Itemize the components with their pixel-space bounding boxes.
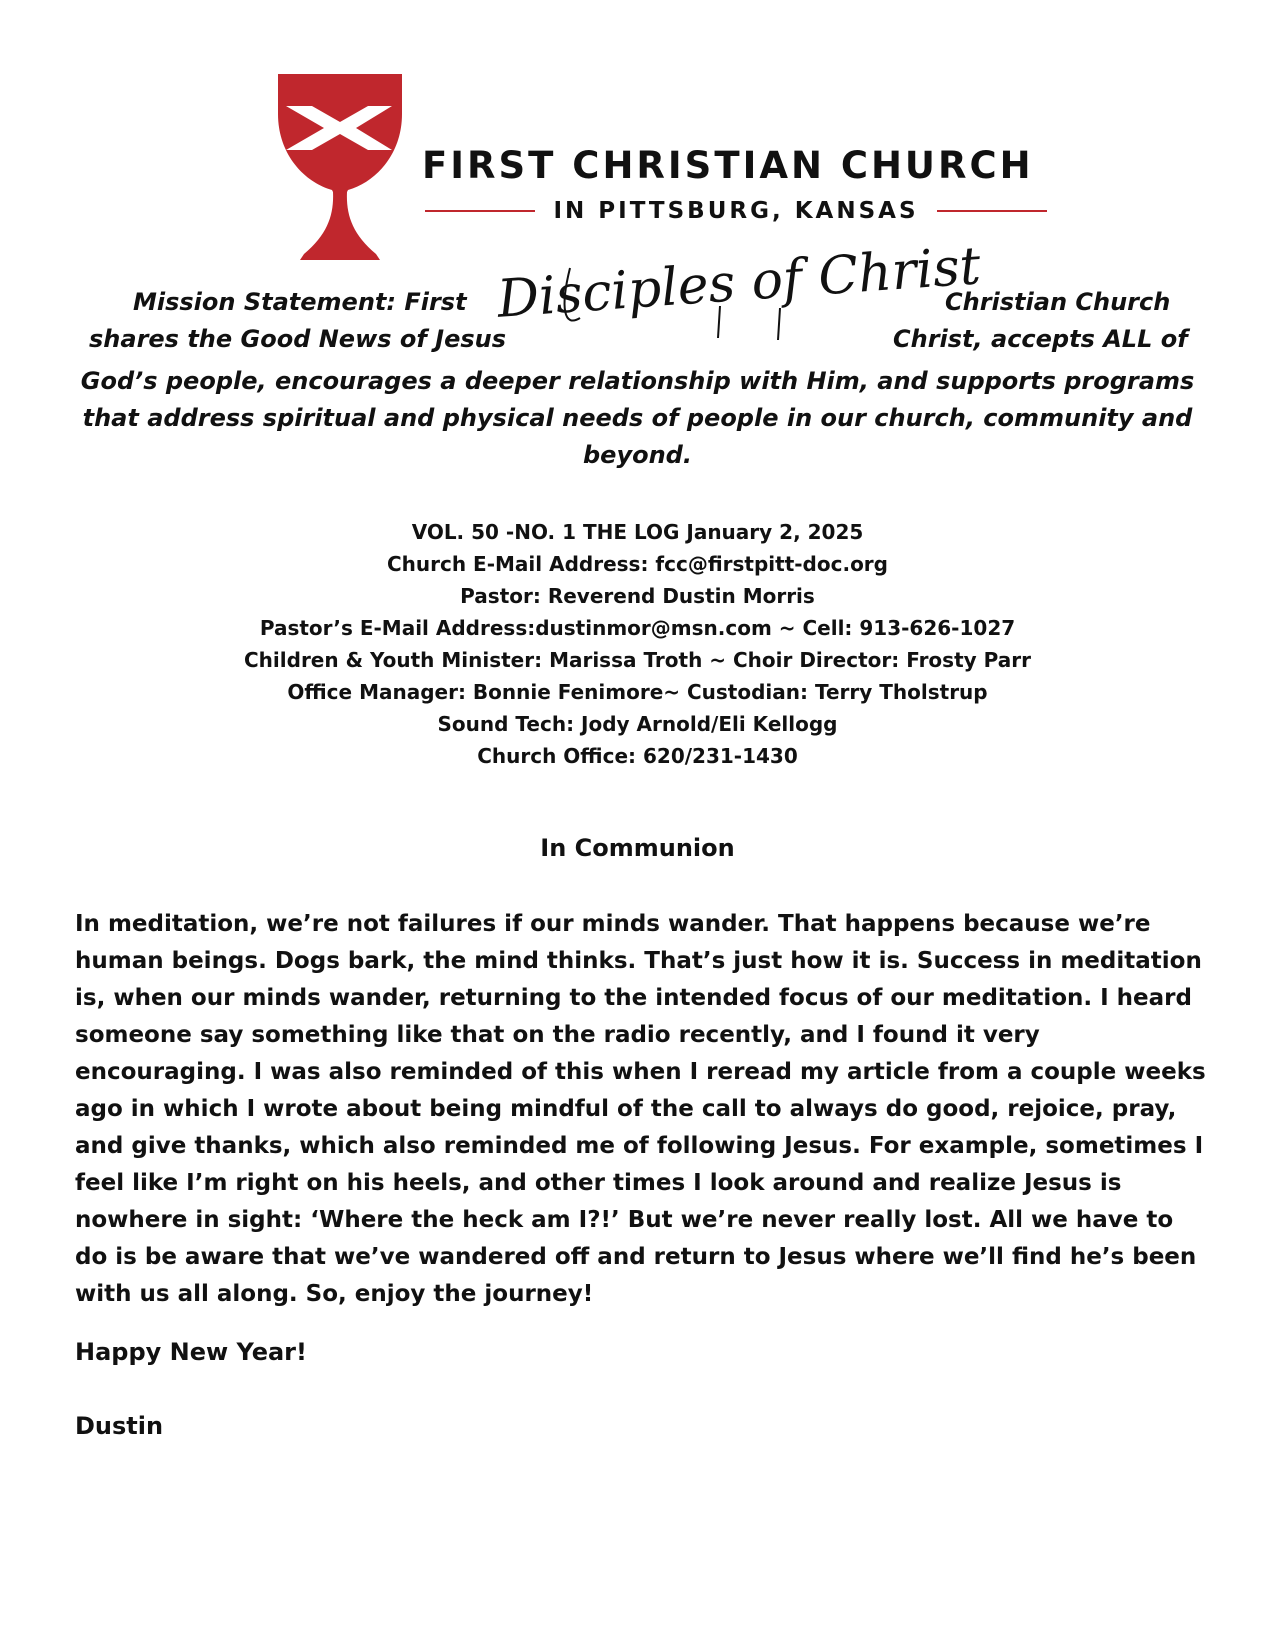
mission-line2-right: Christ, accepts ALL of: [893, 325, 1188, 353]
mission-line1-right: Christian Church: [945, 288, 1171, 316]
divider-right: [937, 210, 1047, 212]
masthead: [100, 516, 1175, 772]
chalice-logo: [276, 74, 404, 264]
pastor-contact: Pastor’s E-Mail Address:dustinmor@msn.com ~ Cell: 913-626-1027: [259, 616, 1016, 640]
signature: Dustin: [75, 1412, 164, 1440]
mission-statement-rest: God’s people, encourages a deeper relationship with Him, and supports programs that address spiritual and physical needs of people in our church, community and beyond.: [80, 367, 1195, 469]
divider-left: [425, 210, 535, 212]
mission-line1-left: Mission Statement: First: [133, 288, 467, 316]
mission-line2-left: shares the Good News of Jesus: [89, 325, 507, 353]
sound-tech-line: Sound Tech: Jody Arnold/Eli Kellogg: [437, 712, 838, 736]
church-email: Church E-Mail Address: fcc@firstpitt-doc.org: [386, 552, 888, 576]
wordmark-text: Disciples of Christ: [495, 236, 983, 330]
office-phone: Church Office: 620/231-1430: [477, 744, 798, 768]
disciples-of-christ-wordmark: [495, 228, 983, 348]
greeting: Happy New Year!: [75, 1338, 307, 1366]
issue-line: VOL. 50 -NO. 1 THE LOG January 2, 2025: [411, 520, 864, 544]
church-name: FIRST CHRISTIAN CHURCH: [422, 144, 1034, 187]
church-location-row: [425, 196, 1047, 226]
ministers-line: Children & Youth Minister: Marissa Troth ~ Choir Director: Frosty Parr: [244, 648, 1031, 672]
article-title: In Communion: [540, 834, 735, 862]
church-location: IN PITTSBURG, KANSAS: [553, 198, 919, 224]
article-body: In meditation, we’re not failures if our minds wander. That happens because we’re human beings. Dogs bark, the mind thinks. That’s just how it is. Success in meditation is, when our minds wander, returning to the intended focus of our meditation. I heard someone say something like that on the radio recently, and I found it very encouraging. I was also reminded of this when I reread my article from a couple weeks ago in which I wrote about being mindful of the call to always do good, rejoice, pray, and give thanks, which also reminded me of following Jesus. For example, sometimes I feel like I’m right on his heels, and other times I look around and realize Jesus is nowhere in sight: ‘Where the heck am I?!’ But we’re never really lost. All we have to do is be aware that we’ve wandered off and return to Jesus where we’ll find he’s been with us all along. So, enjoy the journey!: [75, 911, 1206, 1307]
pastor-line: Pastor: Reverend Dustin Morris: [460, 584, 815, 608]
staff-line: Office Manager: Bonnie Fenimore~ Custodian: Terry Tholstrup: [287, 680, 988, 704]
